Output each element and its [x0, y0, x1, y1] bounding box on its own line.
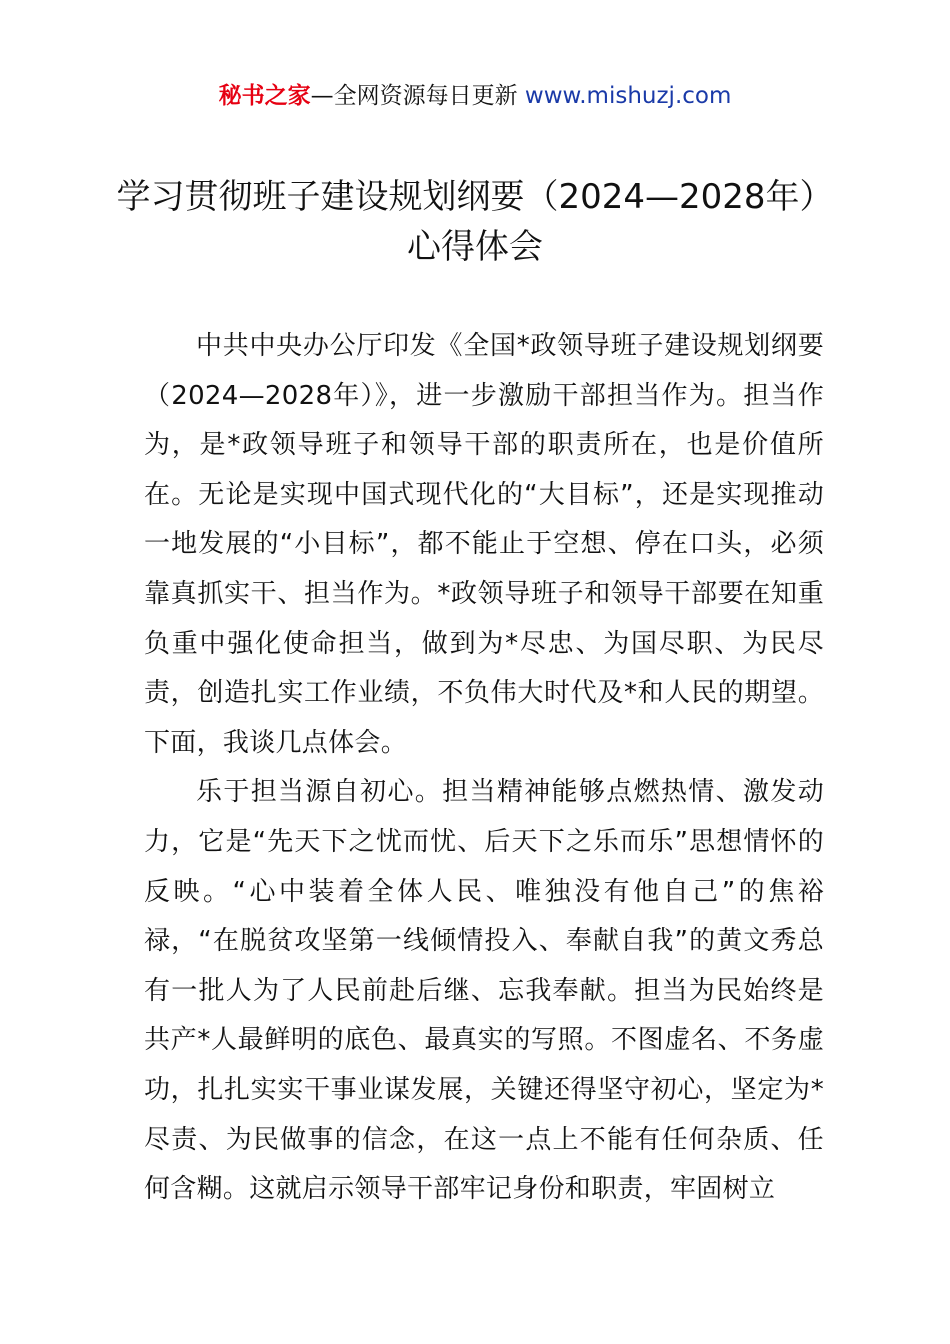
paragraph-1: 中共中央办公厅印发《全国*政领导班子建设规划纲要（2024—2028年）》，进一步激励干部担当作为。担当作为，是*政领导班子和领导干部的职责所在，也是价值所在。无论是实现中国式现代化的“大目标”，还是实现推动一地发展的“小目标”，都不能止于空想、停在口头，必须靠真抓实干、担当作为。*政领导班子和领导干部要在知重负重中强化使命担当，做到为*尽忠、为国尽职、为民尽责，创造扎实工作业绩，不负伟大时代及*和人民的期望。下面，我谈几点体会。 [144, 331, 824, 758]
site-brand: 秘书之家 [218, 83, 311, 109]
document-title: 学习贯彻班子建设规划纲要（2024—2028年）心得体会 [116, 177, 834, 267]
site-url[interactable]: www.mishuzj.com [524, 83, 732, 109]
site-tagline: —全网资源每日更新 [310, 83, 525, 109]
paragraph-2: 乐于担当源自初心。担当精神能够点燃热情、激发动力，它是“先天下之忧而忧、后天下之乐而乐”思想情怀的反映。“心中装着全体人民、唯独没有他自己”的焦裕禄，“在脱贫攻坚第一线倾情投入、奉献自我”的黄文秀总有一批人为了人民前赴后继、忘我奉献。担当为民始终是共产*人最鲜明的底色、最真实的写照。不图虚名、不务虚功，扎扎实实干事业谋发展，关键还得坚守初心，坚定为*尽责、为民做事的信念，在这一点上不能有任何杂质、任何含糊。这就启示领导干部牢记身份和职责，牢固树立 [144, 777, 824, 1205]
site-header [0, 80, 950, 112]
document-body [144, 322, 824, 1215]
